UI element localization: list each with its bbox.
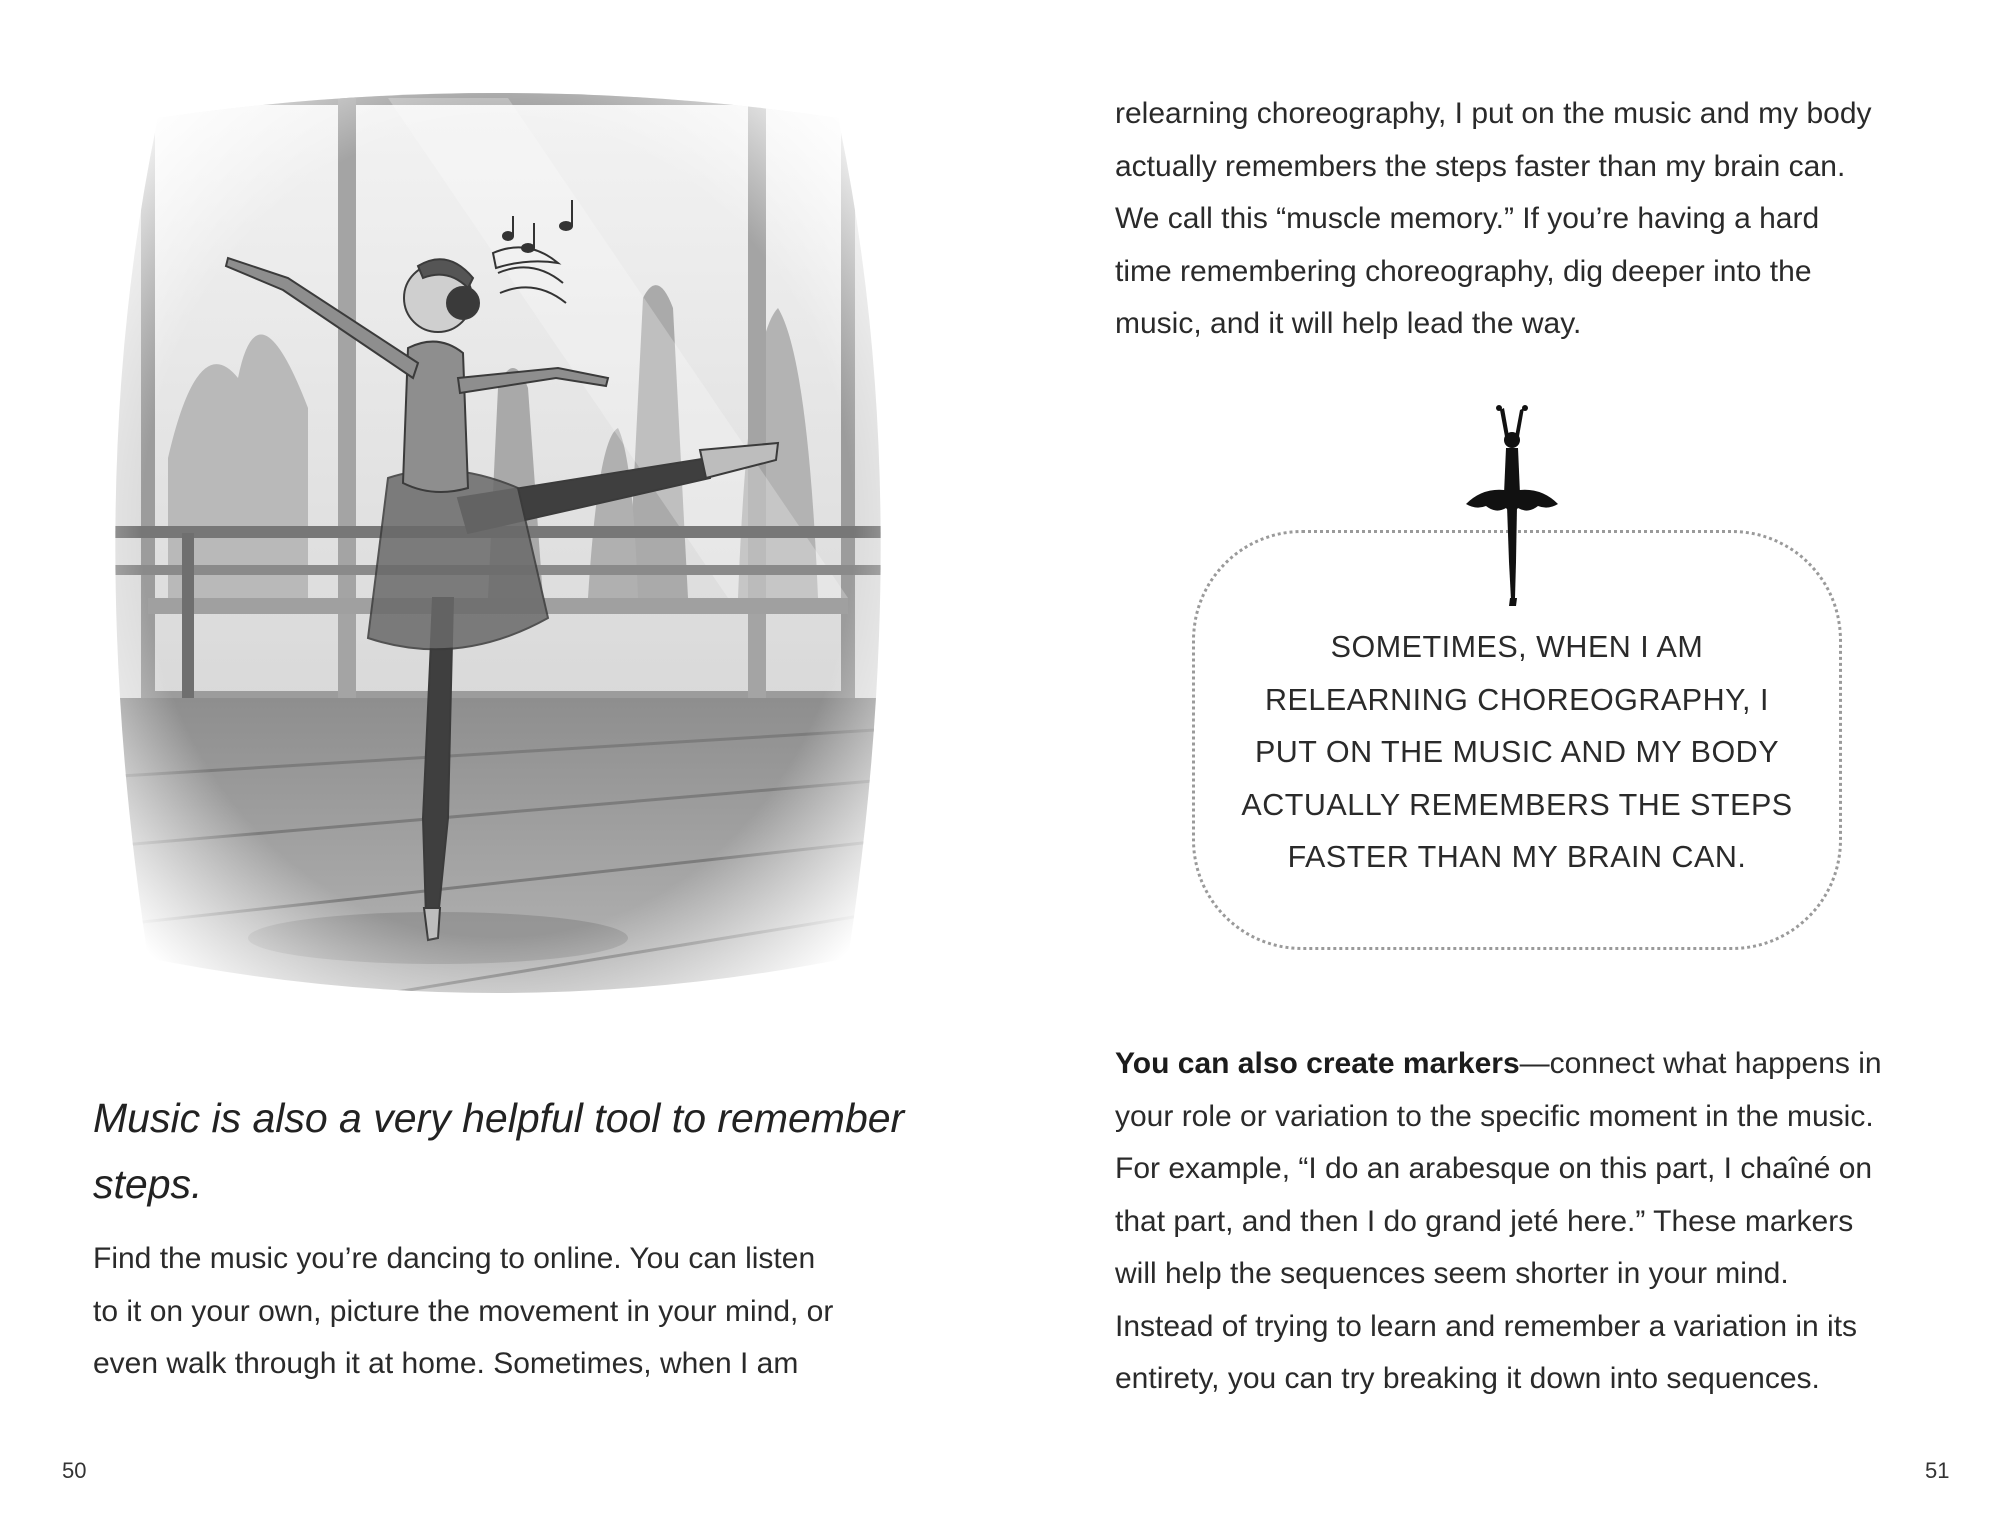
right-bottom-line: will help the sequences seem shorter in your mind. <box>1115 1257 1789 1290</box>
ballerina-silhouette-icon <box>1462 402 1562 607</box>
right-bottom-paragraph <box>1115 1038 1945 1406</box>
right-bottom-line: For example, “I do an arabesque on this part, I chaîné on <box>1115 1152 1873 1185</box>
right-top-line: time remembering choreography, dig deeper into the <box>1115 254 1812 288</box>
left-body-line: to it on your own, picture the movement in your mind, or <box>93 1294 834 1328</box>
right-bottom-line: your role or variation to the specific moment in the music. <box>1115 1099 1874 1133</box>
left-body-paragraph <box>93 1233 923 1391</box>
pull-quote-line: FASTER THAN MY BRAIN CAN. <box>1287 840 1747 874</box>
left-body-line: Find the music you’re dancing to online. You can listen <box>93 1242 816 1275</box>
pull-quote-line: SOMETIMES, WHEN I AM <box>1330 630 1704 664</box>
page-number-right: 51 <box>1925 1458 1950 1483</box>
pull-quote-line: RELEARNING CHOREOGRAPHY, I <box>1265 682 1769 717</box>
ballerina-arabesque-illustration <box>88 78 908 1018</box>
pull-quote-text <box>1195 621 1839 884</box>
first-line-rest: —connect what happens in <box>1519 1047 1882 1080</box>
page-number-left: 50 <box>62 1458 87 1483</box>
bold-lead-phrase: You can also create markers <box>1115 1047 1520 1080</box>
pull-quote-line: PUT ON THE MUSIC AND MY BODY <box>1254 735 1780 769</box>
right-bottom-first-line <box>1115 1038 1945 1091</box>
right-bottom-line: entirety, you can try breaking it down into sequences. <box>1115 1362 1820 1395</box>
right-top-line: We call this “muscle memory.” If you’re having a hard <box>1115 202 1820 235</box>
pull-quote-line: ACTUALLY REMEMBERS THE STEPS <box>1241 787 1793 822</box>
right-bottom-line: Instead of trying to learn and remember a variation in its <box>1115 1309 1858 1343</box>
right-top-paragraph <box>1115 88 1945 351</box>
right-top-line: music, and it will help lead the way. <box>1115 307 1582 340</box>
lead-statement: Music is also a very helpful tool to remember steps. <box>93 1095 905 1207</box>
right-top-line: actually remembers the steps faster than my brain can. <box>1115 149 1846 183</box>
right-top-line: relearning choreography, I put on the music and my body <box>1115 97 1872 130</box>
left-body-line: even walk through it at home. Sometimes, when I am <box>93 1347 799 1380</box>
right-bottom-line: that part, and then I do grand jeté here.” These markers <box>1115 1204 1854 1238</box>
right-page <box>1000 0 2000 1535</box>
